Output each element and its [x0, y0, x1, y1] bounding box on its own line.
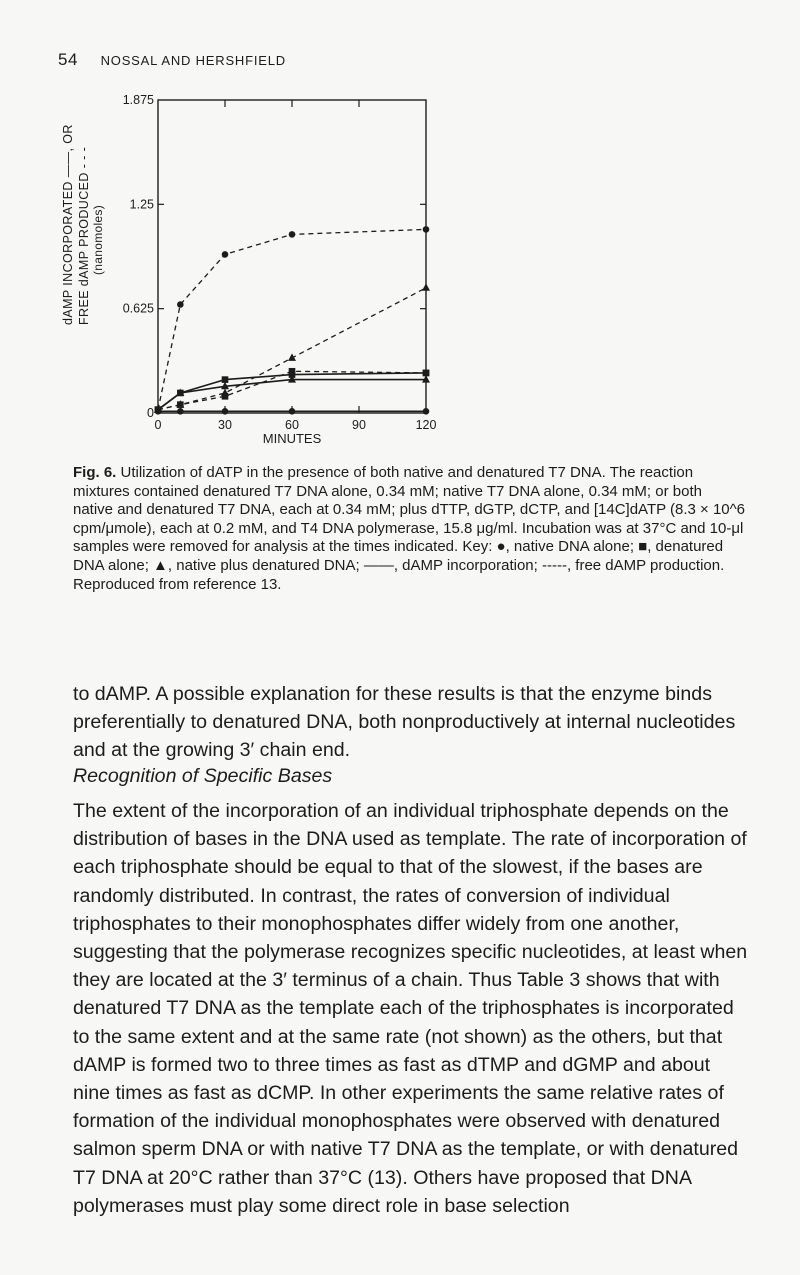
caption-text: Utilization of dATP in the presence of both native and denatured T7 DNA. The reaction mixtures contained denatured T7 DNA alone, 0.34 mM; native T7 DNA alone, 0.34 mM; or both native and denatured T7 DNA, each at 0.34 mM; plus dTTP, dGTP, dCTP, and [14C]dATP (8.3 × 10^6 cpm/μmole), each at 0.2 mM, and T4 DNA polymerase, 15.8 μg/ml. Incubation was at 37°C and 10-μl samples were removed for analysis at the times indicated. Key: ●, native DNA alone; ■, denatured DNA alone; ▲, native plus denatured DNA; ——, dAMP incorporation; -----, free dAMP production. Reproduced from reference 13. — [73, 464, 746, 593]
y-tick-label: 0.625 — [122, 301, 154, 316]
y-tick-label: 1.25 — [129, 197, 154, 212]
series-line — [158, 288, 426, 410]
page-header — [58, 50, 286, 70]
x-tick-label: 60 — [285, 418, 299, 432]
data-point-circle — [289, 408, 296, 415]
figure-6-chart — [58, 85, 478, 455]
figure-caption — [73, 464, 745, 594]
x-tick-label: 90 — [352, 418, 366, 432]
data-point-triangle — [221, 388, 229, 396]
x-tick-label: 30 — [218, 418, 232, 432]
y-tick-label: 0 — [147, 406, 154, 420]
section-heading: Recognition of Specific Bases — [73, 765, 333, 787]
data-point-circle — [423, 408, 430, 415]
series-line — [158, 380, 426, 410]
series-line — [158, 229, 426, 409]
data-point-circle — [222, 408, 229, 415]
x-tick-label: 120 — [415, 418, 437, 432]
data-point-circle — [222, 251, 229, 258]
y-axis-label-line-2: FREE dAMP PRODUCED - - - — [77, 146, 91, 325]
y-tick-label: 1.875 — [122, 93, 154, 107]
data-point-circle — [423, 226, 430, 233]
x-axis-label: MINUTES — [262, 431, 322, 446]
plot-frame — [158, 100, 426, 413]
y-axis-label-line-3: (nanomoles) — [91, 205, 105, 275]
running-head: NOSSAL AND HERSHFIELD — [100, 53, 286, 68]
page-number: 54 — [58, 50, 78, 69]
paragraph-2: The extent of the incorporation of an individual triphosphate depends on the distribution of bases in the DNA used as template. The rate of incorporation of each triphosphate should be equal to that of the slowest, if the bases are randomly distributed. In contrast, the rates of conversion of individual triphosphates to their monophosphates differ widely from one another, suggesting that the polymerase recognizes specific nucleotides, at least when they are located at the 3′ terminus of a chain. Thus Table 3 shows that with denatured T7 DNA as the template each of the triphosphates is incorporated to the same extent and at the same rate (not shown) as the others, but that dAMP is formed two to three times as fast as dTMP and dGMP and about nine times as fast as dCMP. In other experiments the same relative rates of formation of the individual monophosphates were observed with denatured salmon sperm DNA or with native T7 DNA as the template, or with denatured T7 DNA at 20°C rather than 37°C (13). Others have proposed that DNA polymerases must play some direct role in base selection — [73, 800, 748, 1217]
data-point-square — [289, 368, 296, 375]
data-point-circle — [177, 301, 184, 308]
caption-label: Fig. 6. — [73, 464, 117, 481]
y-axis-label-line-1: dAMP INCORPORATED ——, OR — [61, 124, 75, 325]
paragraph-1: to dAMP. A possible explanation for these results is that the enzyme binds preferentially to denatured DNA, both nonproductively at internal nucleotides and at the growing 3′ chain end. — [73, 683, 736, 762]
data-point-triangle — [422, 283, 430, 291]
data-point-circle — [289, 231, 296, 238]
x-tick-label: 0 — [154, 418, 162, 432]
data-point-circle — [177, 408, 184, 415]
